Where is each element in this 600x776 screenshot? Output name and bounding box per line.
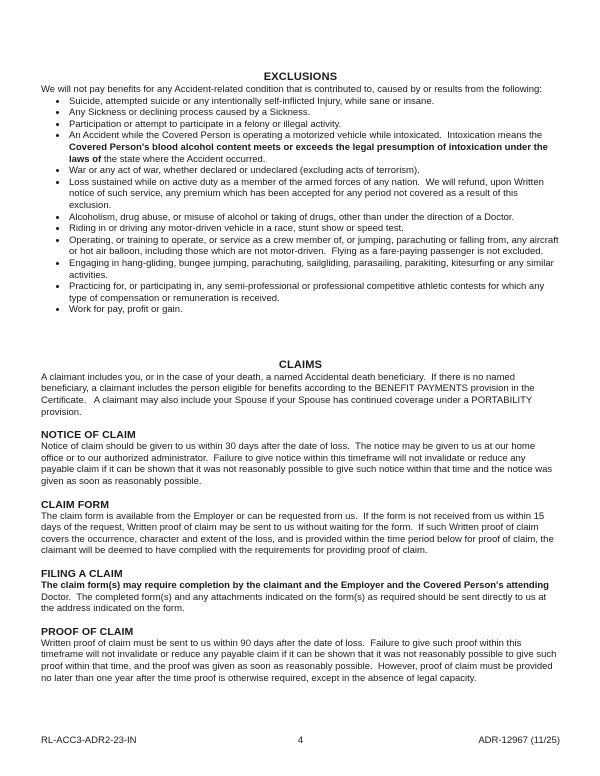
footer-form-number: RL-ACC3-ADR2-23-IN — [41, 735, 137, 746]
exclusion-item — [68, 119, 560, 131]
bold-text-segment: Covered Person's blood alcohol content meets or exceeds the legal presumption of intoxication under the laws of — [69, 141, 551, 165]
exclusion-item — [68, 235, 560, 258]
exclusion-item — [68, 223, 560, 235]
exclusion-item — [68, 177, 560, 212]
exclusion-item — [68, 304, 560, 316]
page-footer — [41, 735, 560, 746]
text-segment: An Accident while the Covered Person is operating a motorized vehicle while intoxicated. Intoxication means the — [69, 130, 545, 142]
exclusions-list — [41, 96, 560, 316]
text-segment: Alcoholism, drug abuse, or misuse of alcohol or taking of drugs, other than under the direction of a Doctor. — [69, 211, 515, 223]
text-segment: Doctor. The completed form(s) and any attachments indicated on the form(s) as required should be sent directly to us at the address indicated on the form. — [41, 580, 552, 615]
exclusions-heading: EXCLUSIONS — [263, 71, 338, 83]
text-segment: Work for pay, profit or gain. — [69, 304, 183, 316]
text-segment: Loss sustained while on active duty as a member of the armed forces of any nation. We will refund, upon Written notice of such service, any premium which has been accepted for any period not covered as a result of this exclusion. — [69, 176, 547, 211]
text-segment: Riding in or driving any motor-driven vehicle in a race, stunt show or speed test. — [69, 223, 404, 235]
claims-section-paragraph — [41, 580, 560, 615]
claims-section-paragraph — [41, 638, 560, 684]
claims-heading: CLAIMS — [278, 358, 323, 371]
bold-text-segment: The claim form(s) may require completion by the claimant and the Employer and the Covered Person's attending — [41, 580, 549, 591]
claims-section-heading: NOTICE OF CLAIM — [41, 429, 136, 442]
document-content — [41, 70, 560, 684]
footer-doc-number: ADR-12967 (11/25) — [478, 735, 560, 746]
text-segment: The claim form is available from the Employer or can be requested from us. If the form is not received from us within 15 days of the request, Written proof of claim may be sent to us without waiting for the form. If such Written proof of claim covers the occurrence, character and extent of the loss, and is provided within the time period below for proof of claim, the claimant will be deemed to have complied with the requirements for providing proof of claim. — [41, 510, 557, 557]
exclusions-intro: We will not pay benefits for any Accident-related condition that is contributed to, caused by or results from the following: — [41, 84, 542, 95]
text-segment: Notice of claim should be given to us within 30 days after the date of loss. The notice may be given to us at our home office or to our authorized administrator. Failure to give notice within this timeframe will not invalidate or reduce any payable claim if it can be shown that it was not reasonably possible to give such notice within that time and the notice was given as soon as reasonably possible. — [41, 441, 555, 488]
text-segment: Written proof of claim must be sent to us within 90 days after the date of loss. Failure to give such proof within this timeframe will not invalidate or reduce any payable claim if it can be shown that it was not reasonably possible to give such proof within that time, and the proof was given as soon as reasonably possible. However, proof of claim must be provided no later than one year after the time proof is otherwise required, except in the absence of legal capacity. — [41, 637, 560, 684]
text-segment: Participation or attempt to participate in a felony or illegal activity. — [69, 118, 342, 130]
claims-section-paragraph — [41, 511, 560, 557]
exclusion-item — [68, 281, 560, 304]
claims-section-paragraph — [41, 441, 560, 487]
text-segment: the state where the Accident occurred. — [101, 153, 266, 165]
text-segment: Suicide, attempted suicide or any intentionally self-inflicted Injury, while sane or insane. — [69, 95, 435, 107]
exclusion-item — [68, 165, 560, 177]
exclusion-item — [68, 212, 560, 224]
claims-intro: A claimant includes you, or in the case of your death, a named Accidental death beneficiary. If there is no named beneficiary, a claimant includes the person eligible for benefits according to the BENEFIT PAYMENTS provision in the Certificate. A claimant may also include your Spouse if your Spouse has continued coverage under a PORTABILITY provision. — [41, 371, 538, 418]
text-segment: Operating, or training to operate, or service as a crew member of, or jumping, parachuting or falling from, any aircraft or hot air balloon, including those which are not motor-driven. Flying as a fare-paying passenger is not excluded. — [69, 234, 562, 258]
exclusion-item — [68, 107, 560, 119]
claims-section-heading: PROOF OF CLAIM — [41, 625, 134, 638]
footer-page-number: 4 — [297, 735, 304, 746]
claim-sections — [41, 429, 560, 684]
claims-section-heading: CLAIM FORM — [41, 498, 110, 511]
text-segment: War or any act of war, whether declared or undeclared (excluding acts of terrorism). — [69, 165, 420, 177]
exclusion-item — [68, 130, 560, 165]
exclusion-item — [68, 258, 560, 281]
text-segment: Any Sickness or declining process caused by a Sickness. — [69, 107, 311, 119]
exclusion-item — [68, 96, 560, 108]
claims-section-heading: FILING A CLAIM — [41, 568, 123, 580]
text-segment: Practicing for, or participating in, any semi-professional or professional competitive athletic contests for which any type of compensation or remuneration is received. — [69, 281, 547, 304]
text-segment: Engaging in hang-gliding, bungee jumping, parachuting, sailgliding, parasailing, parakiting, kitesurfing or any similar activities. — [69, 257, 557, 281]
